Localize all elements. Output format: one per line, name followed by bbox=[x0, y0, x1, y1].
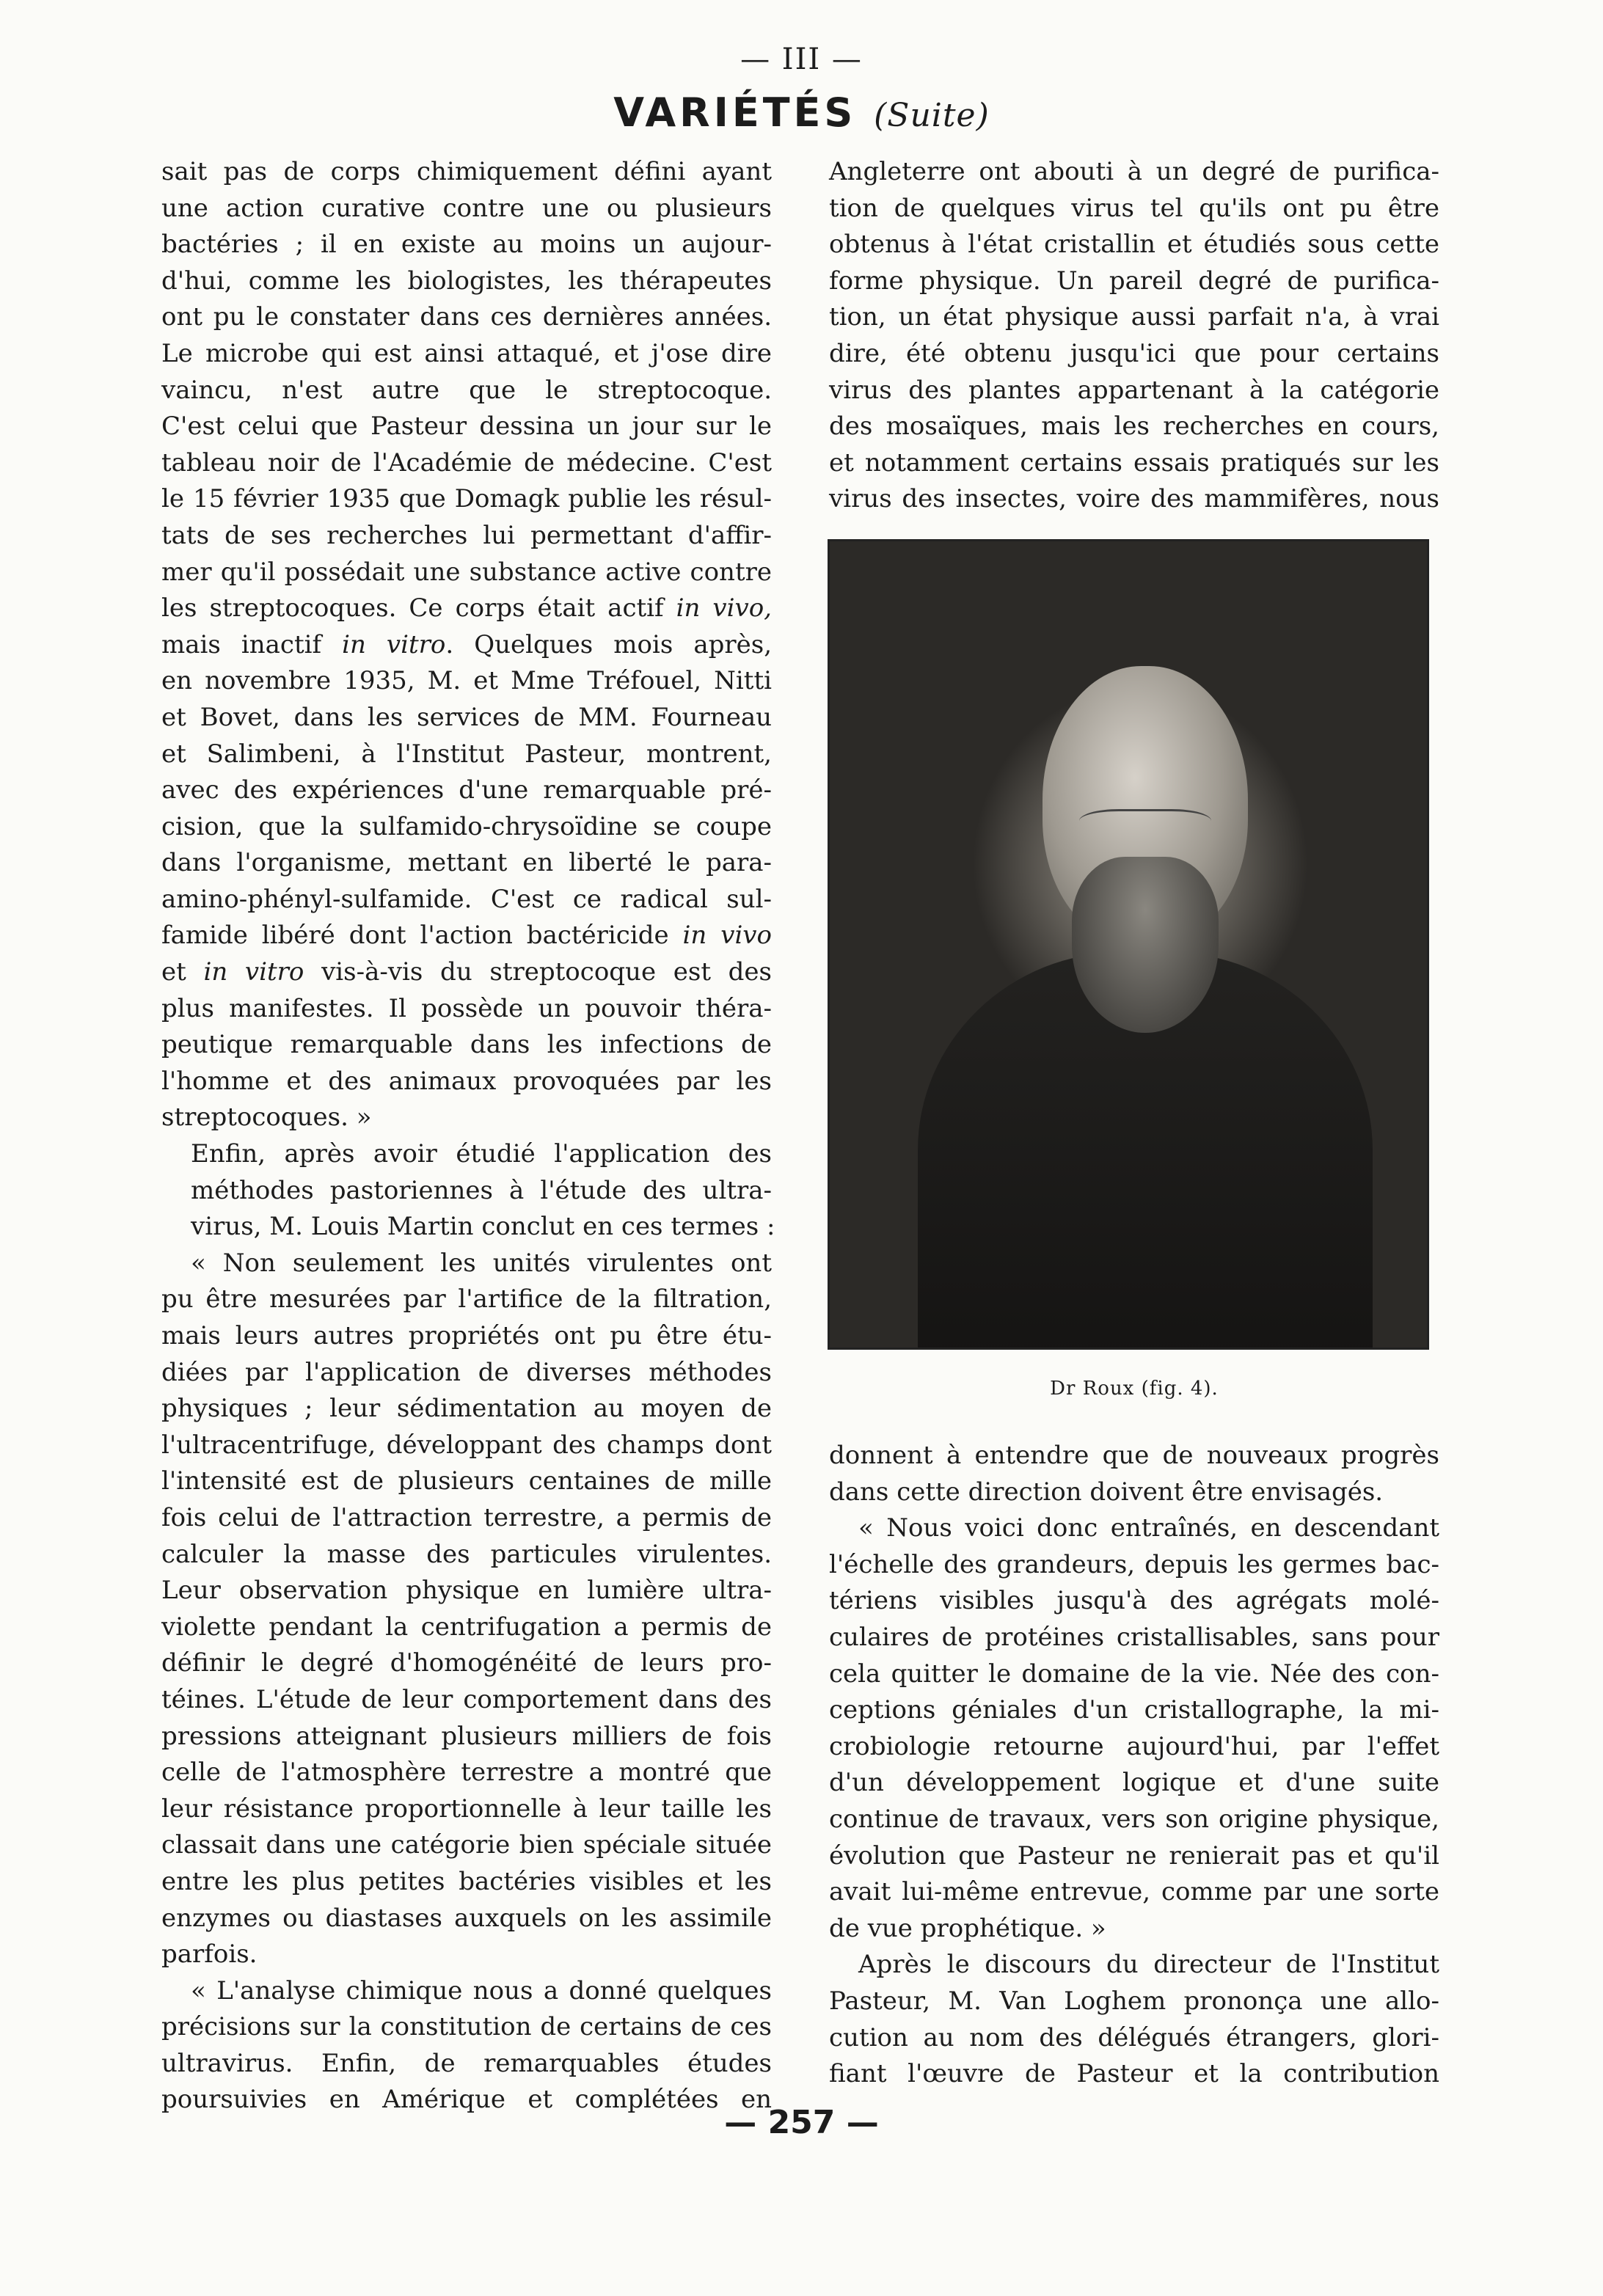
page-number: — 257 — bbox=[724, 2104, 879, 2141]
text-line: peutique remarquable dans les infections de bbox=[161, 1030, 772, 1060]
text-line: sait pas de corps chimiquement défini ayant bbox=[161, 157, 772, 186]
text-line: forme physique. Un pareil degré de purifica- bbox=[829, 266, 1439, 296]
text-line: méthodes pastoriennes à l'étude des ultra- bbox=[191, 1175, 772, 1205]
text-run: mais inactif bbox=[161, 629, 343, 659]
italic-term: in vivo, bbox=[676, 593, 772, 624]
text-line: Le microbe qui est ainsi attaqué, et j'ose dire bbox=[161, 338, 772, 368]
text-line: Angleterre ont abouti à un degré de purifica- bbox=[829, 157, 1439, 186]
text-line: une action curative contre une ou plusieurs bbox=[161, 193, 772, 223]
text-line: enzymes ou diastases auxquels on les assimile bbox=[161, 1903, 772, 1933]
text-line: fois celui de l'attraction terrestre, a permis de bbox=[161, 1502, 772, 1532]
text-line: violette pendant la centrifugation a permis de bbox=[161, 1612, 772, 1642]
text-line: pressions atteignant plusieurs milliers de fois bbox=[161, 1721, 772, 1751]
text-line: évolution que Pasteur ne renierait pas et qu'il bbox=[829, 1840, 1439, 1871]
text-line: celle de l'atmosphère terrestre a montré que bbox=[161, 1758, 772, 1788]
paragraph bbox=[161, 1246, 772, 1973]
text-line: « L'analyse chimique nous a donné quelques bbox=[191, 1975, 772, 2006]
section-title bbox=[0, 89, 1603, 136]
text-line: pu être mesurées par l'artifice de la filtration, bbox=[161, 1284, 772, 1315]
text-line: tableau noir de l'Académie de médecine. C'est bbox=[161, 447, 772, 478]
text-line bbox=[161, 918, 772, 954]
section-title-suffix: (Suite) bbox=[874, 97, 990, 134]
text-line: tion, un état physique aussi parfait n'a, à vrai bbox=[829, 302, 1439, 332]
text-line: streptocoques. » bbox=[161, 1103, 372, 1133]
text-line: et notamment certains essais pratiqués sur les bbox=[829, 447, 1439, 478]
section-title-text: VARIÉTÉS bbox=[613, 89, 857, 136]
text-line: d'hui, comme les biologistes, les thérapeutes bbox=[161, 266, 772, 296]
text-line: ceptions géniales d'un cristallographe, la mi- bbox=[829, 1695, 1439, 1725]
paragraph bbox=[829, 154, 1439, 518]
text-line: tériens visibles jusqu'à des agrégats molé- bbox=[829, 1586, 1439, 1616]
text-line: entre les plus petites bactéries visibles et les bbox=[161, 1866, 772, 1896]
text-line: d'un développement logique et d'une suite bbox=[829, 1768, 1439, 1798]
text-line: plus manifestes. Il possède un pouvoir théra- bbox=[161, 993, 772, 1023]
portrait-beard bbox=[1072, 857, 1219, 1033]
text-line: cela quitter le domaine de la vie. Née des con- bbox=[829, 1659, 1439, 1689]
text-line bbox=[161, 627, 772, 664]
text-line: des mosaïques, mais les recherches en cours, bbox=[829, 412, 1439, 442]
left-column bbox=[161, 154, 775, 2118]
paragraph bbox=[161, 1973, 772, 2118]
text-line: « Non seulement les unités virulentes ont bbox=[191, 1248, 772, 1278]
text-line: mais leurs autres propriétés ont pu être étu- bbox=[161, 1321, 772, 1350]
paragraph bbox=[829, 1438, 1439, 1510]
text-line: et Bovet, dans les services de MM. Fourneau bbox=[161, 702, 772, 732]
text-line: avec des expériences d'une remarquable pré- bbox=[161, 775, 772, 805]
text-line: ultravirus. Enfin, de remarquables études bbox=[161, 2048, 772, 2078]
text-line: poursuivies en Amérique et complétées en bbox=[161, 2085, 772, 2115]
text-line: virus des plantes appartenant à la catégorie bbox=[829, 375, 1439, 405]
text-line: mer qu'il possédait une substance active contre bbox=[161, 557, 772, 587]
text-line: continue de travaux, vers son origine physique, bbox=[829, 1804, 1439, 1834]
text-line: dans l'organisme, mettant en liberté le para- bbox=[161, 848, 772, 878]
text-line: C'est celui que Pasteur dessina un jour sur le bbox=[161, 412, 772, 442]
folio: — III — bbox=[740, 43, 863, 76]
right-column-bottom bbox=[829, 1438, 1439, 2093]
text-line: avait lui-même entrevue, comme par une sorte bbox=[829, 1877, 1439, 1907]
text-line: vaincu, n'est autre que le streptocoque. bbox=[161, 375, 772, 405]
text-line: leur résistance proportionnelle à leur taille les bbox=[161, 1794, 772, 1824]
text-line: culaires de protéines cristallisables, sans pour bbox=[829, 1622, 1439, 1652]
text-line: fiant l'œuvre de Pasteur et la contribution bbox=[829, 2059, 1439, 2089]
text-line: cision, que la sulfamido-chrysoïdine se coupe bbox=[161, 811, 772, 841]
figure-caption: Dr Roux (fig. 4). bbox=[1050, 1378, 1219, 1400]
text-line: cution au nom des délégués étrangers, glori- bbox=[829, 2022, 1439, 2052]
text-line: amino-phényl-sulfamide. C'est ce radical sul- bbox=[161, 884, 772, 914]
text-line: physiques ; leur sédimentation au moyen de bbox=[161, 1394, 772, 1424]
text-line: ont pu le constater dans ces dernières années. bbox=[161, 302, 772, 332]
paragraph bbox=[829, 1510, 1439, 1947]
text-line: l'échelle des grandeurs, depuis les germes bac- bbox=[829, 1549, 1439, 1579]
italic-term: in vivo bbox=[682, 921, 772, 951]
paragraph bbox=[829, 1947, 1439, 2092]
text-line: dire, été obtenu jusqu'ici que pour certains bbox=[829, 338, 1439, 368]
text-line: précisions sur la constitution de certains de ces bbox=[161, 2012, 772, 2042]
paragraph bbox=[161, 1136, 775, 1246]
text-line: calculer la masse des particules virulentes. bbox=[161, 1539, 772, 1569]
text-line bbox=[161, 954, 772, 991]
text-line: Après le discours du directeur de l'Institut bbox=[858, 1950, 1439, 1980]
text-line: « Nous voici donc entraînés, en descendant bbox=[858, 1513, 1439, 1543]
text-line: diées par l'application de diverses méthodes bbox=[161, 1357, 772, 1387]
text-run: les streptocoques. Ce corps était actif bbox=[161, 593, 676, 624]
text-line: le 15 février 1935 que Domagk publie les résul- bbox=[161, 484, 772, 514]
text-run: vis-à-vis du streptocoque est des bbox=[304, 957, 772, 987]
text-line: en novembre 1935, M. et Mme Tréfouel, Nitti bbox=[161, 666, 772, 696]
text-line: l'homme et des animaux provoquées par les bbox=[161, 1066, 772, 1096]
right-column-top bbox=[829, 154, 1439, 518]
text-line: l'intensité est de plusieurs centaines de mille bbox=[161, 1466, 772, 1496]
text-run: et bbox=[161, 957, 204, 987]
text-line: téines. L'étude de leur comportement dans des bbox=[161, 1684, 772, 1714]
text-run: . Quelques mois après, bbox=[445, 629, 772, 659]
text-line: définir le degré d'homogénéité de leurs pro- bbox=[161, 1648, 772, 1678]
text-line: virus, M. Louis Martin conclut en ces termes : bbox=[191, 1212, 775, 1242]
text-line: obtenus à l'état cristallin et étudiés sous cette bbox=[829, 230, 1439, 260]
text-line: virus des insectes, voire des mammifères, nous bbox=[829, 484, 1439, 514]
text-line: parfois. bbox=[161, 1939, 258, 1970]
text-line: Leur observation physique en lumière ultra- bbox=[161, 1576, 772, 1606]
text-line bbox=[161, 591, 772, 627]
text-line: Enfin, après avoir étudié l'application des bbox=[191, 1139, 772, 1169]
text-line: dans cette direction doivent être envisagés. bbox=[829, 1477, 1384, 1507]
text-line: classait dans une catégorie bien spéciale située bbox=[161, 1830, 772, 1860]
text-run: famide libéré dont l'action bactéricide bbox=[161, 921, 683, 951]
text-line: bactéries ; il en existe au moins un aujour- bbox=[161, 230, 772, 260]
italic-term: in vitro bbox=[342, 629, 446, 659]
text-line: donnent à entendre que de nouveaux progrès bbox=[829, 1441, 1439, 1470]
text-line: crobiologie retourne aujourd'hui, par l'effet bbox=[829, 1731, 1439, 1761]
text-line: tats de ses recherches lui permettant d'affir- bbox=[161, 520, 772, 550]
text-line: tion de quelques virus tel qu'ils ont pu être bbox=[829, 193, 1439, 223]
text-line: Pasteur, M. Van Loghem prononça une allo- bbox=[829, 1986, 1439, 2016]
paragraph bbox=[161, 154, 772, 1136]
portrait-photo bbox=[828, 539, 1429, 1350]
italic-term: in vitro bbox=[203, 957, 304, 987]
text-line: de vue prophétique. » bbox=[829, 1913, 1106, 1943]
text-line: l'ultracentrifuge, développant des champs dont bbox=[161, 1430, 772, 1460]
portrait-glasses bbox=[1079, 809, 1211, 848]
text-line: et Salimbeni, à l'Institut Pasteur, montrent, bbox=[161, 739, 772, 769]
